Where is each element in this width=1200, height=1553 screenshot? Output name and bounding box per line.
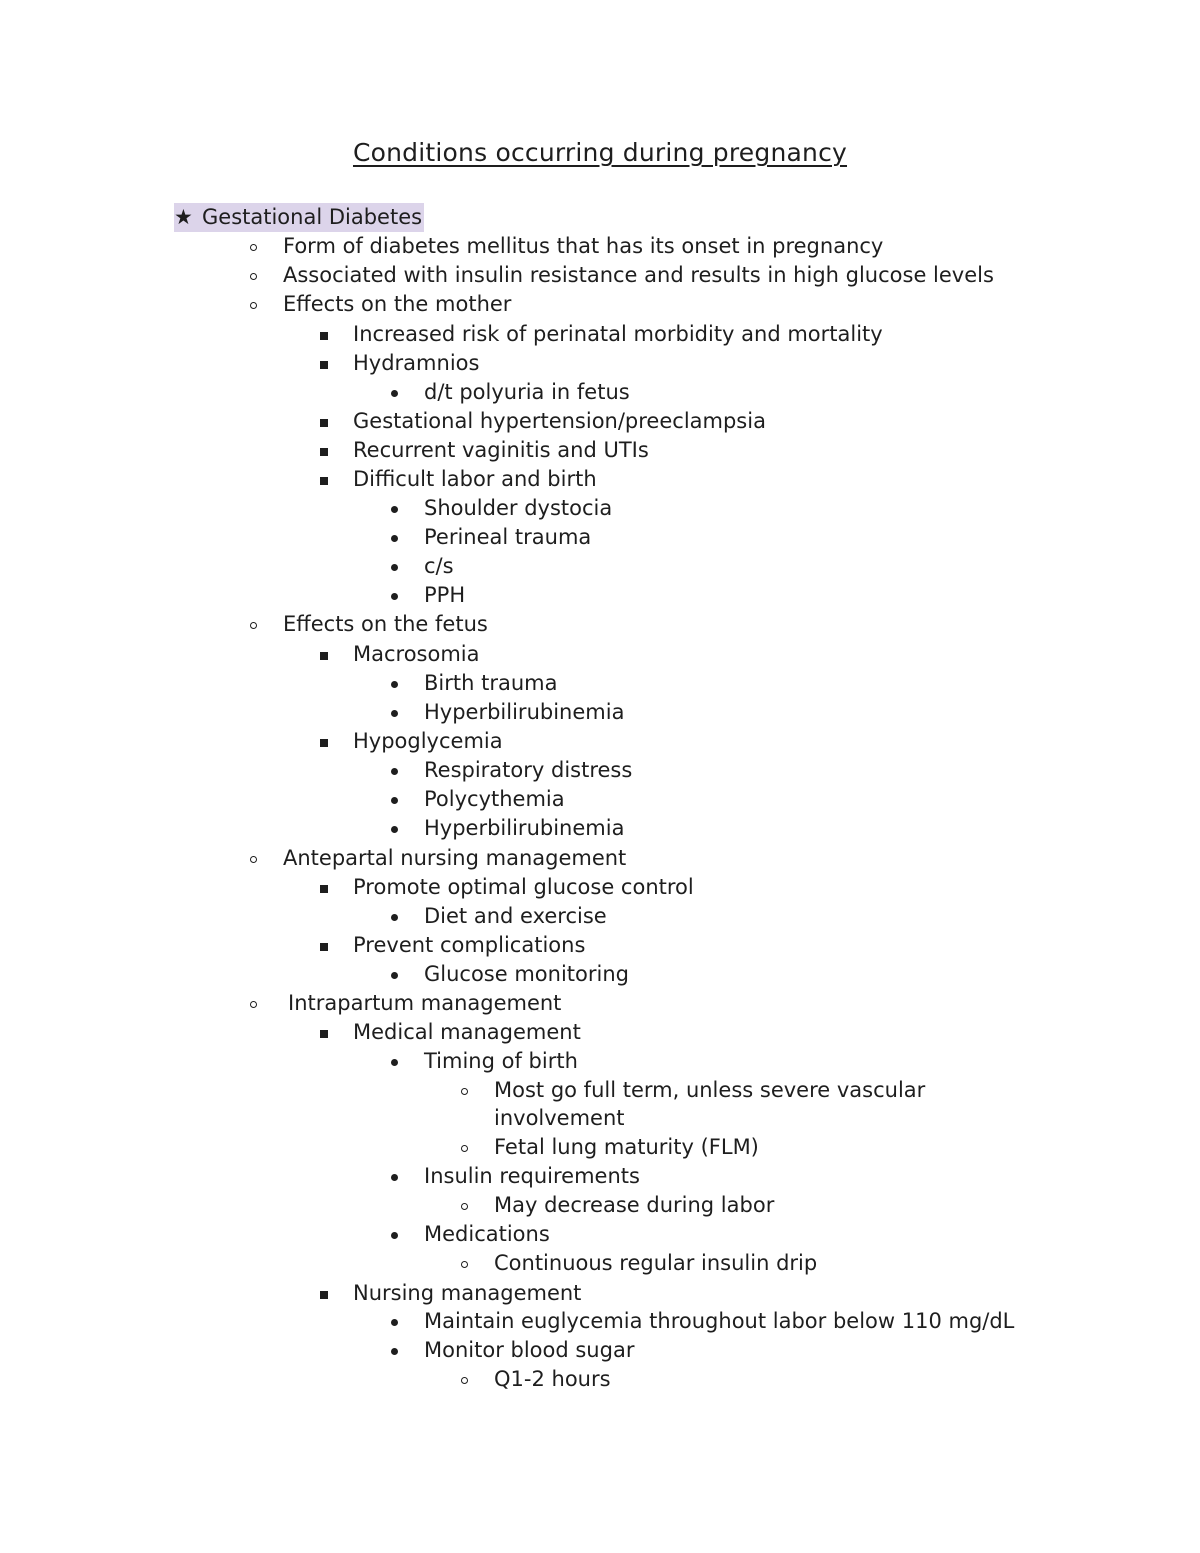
dot-bullet-icon <box>391 681 398 688</box>
square-bullet-icon <box>320 448 328 456</box>
list-item-label: Perineal trauma <box>424 525 592 549</box>
dot-bullet-icon <box>391 564 398 571</box>
list-item-label: involvement <box>494 1106 625 1130</box>
list-item-label: Most go full term, unless severe vascular <box>494 1078 926 1102</box>
list-item-label: Fetal lung maturity (FLM) <box>494 1135 759 1159</box>
square-bullet-icon <box>320 943 328 951</box>
hollow-circle-bullet-icon <box>461 1377 468 1384</box>
list-item-label: Insulin requirements <box>424 1164 640 1188</box>
dot-bullet-icon <box>391 710 398 717</box>
dot-bullet-icon <box>391 1059 398 1066</box>
dot-bullet-icon <box>391 1232 398 1239</box>
list-item-label: Q1-2 hours <box>494 1367 611 1391</box>
square-bullet-icon <box>320 739 328 747</box>
square-bullet-icon <box>320 885 328 893</box>
list-item-label: Timing of birth <box>424 1049 578 1073</box>
list-item-label: May decrease during labor <box>494 1193 775 1217</box>
list-item-label: Intrapartum management <box>288 991 562 1015</box>
square-bullet-icon <box>320 419 328 427</box>
hollow-circle-bullet-icon <box>461 1203 468 1210</box>
hollow-circle-bullet-icon <box>250 622 257 629</box>
square-bullet-icon <box>320 1291 328 1299</box>
list-item-label: Gestational hypertension/preeclampsia <box>353 409 766 433</box>
list-item-label: Hydramnios <box>353 351 480 375</box>
hollow-circle-bullet-icon <box>461 1261 468 1268</box>
dot-bullet-icon <box>391 826 398 833</box>
list-item-label: Associated with insulin resistance and results in high glucose levels <box>283 263 994 287</box>
list-item-label: Glucose monitoring <box>424 962 629 986</box>
list-item-label: Hyperbilirubinemia <box>424 700 625 724</box>
list-item-label: Respiratory distress <box>424 758 633 782</box>
dot-bullet-icon <box>391 797 398 804</box>
list-item-label: Hyperbilirubinemia <box>424 816 625 840</box>
list-item-label: Polycythemia <box>424 787 565 811</box>
list-item-label: Form of diabetes mellitus that has its onset in pregnancy <box>283 234 884 258</box>
dot-bullet-icon <box>391 593 398 600</box>
star-icon: ★ <box>174 203 202 232</box>
hollow-circle-bullet-icon <box>250 244 257 251</box>
list-item-label: Promote optimal glucose control <box>353 875 694 899</box>
list-item-label: d/t polyuria in fetus <box>424 380 630 404</box>
list-item-label: Difficult labor and birth <box>353 467 597 491</box>
square-bullet-icon <box>320 361 328 369</box>
dot-bullet-icon <box>391 390 398 397</box>
square-bullet-icon <box>320 652 328 660</box>
square-bullet-icon <box>320 477 328 485</box>
hollow-circle-bullet-icon <box>461 1088 468 1095</box>
list-item-label: Hypoglycemia <box>353 729 503 753</box>
list-item-label: Antepartal nursing management <box>283 846 627 870</box>
list-item-label: Continuous regular insulin drip <box>494 1251 818 1275</box>
dot-bullet-icon <box>391 914 398 921</box>
page-title: Conditions occurring during pregnancy <box>352 138 848 167</box>
square-bullet-icon <box>320 332 328 340</box>
hollow-circle-bullet-icon <box>250 302 257 309</box>
list-item-label: PPH <box>424 583 466 607</box>
list-item-label: Effects on the mother <box>283 292 512 316</box>
hollow-circle-bullet-icon <box>250 856 257 863</box>
dot-bullet-icon <box>391 1319 398 1326</box>
list-item-label: Gestational Diabetes <box>194 203 424 232</box>
list-item-label: Increased risk of perinatal morbidity and mortality <box>353 322 883 346</box>
square-bullet-icon <box>320 1030 328 1038</box>
list-item-label: Birth trauma <box>424 671 558 695</box>
list-item-label: Macrosomia <box>353 642 480 666</box>
list-item-label: Medications <box>424 1222 550 1246</box>
list-item-label: Prevent complications <box>353 933 586 957</box>
hollow-circle-bullet-icon <box>461 1145 468 1152</box>
list-item-label: Recurrent vaginitis and UTIs <box>353 438 649 462</box>
list-item-label: Medical management <box>353 1020 581 1044</box>
dot-bullet-icon <box>391 506 398 513</box>
list-item-label: c/s <box>424 554 454 578</box>
list-item-label: Shoulder dystocia <box>424 496 613 520</box>
hollow-circle-bullet-icon <box>250 1001 257 1008</box>
list-item-label: Diet and exercise <box>424 904 607 928</box>
dot-bullet-icon <box>391 972 398 979</box>
list-item-label: Monitor blood sugar <box>424 1338 635 1362</box>
dot-bullet-icon <box>391 1348 398 1355</box>
dot-bullet-icon <box>391 1174 398 1181</box>
list-item-label: Nursing management <box>353 1281 582 1305</box>
list-item-label: Effects on the fetus <box>283 612 488 636</box>
list-item-label: Maintain euglycemia throughout labor below 110 mg/dL <box>424 1309 1015 1333</box>
dot-bullet-icon <box>391 768 398 775</box>
dot-bullet-icon <box>391 535 398 542</box>
hollow-circle-bullet-icon <box>250 273 257 280</box>
